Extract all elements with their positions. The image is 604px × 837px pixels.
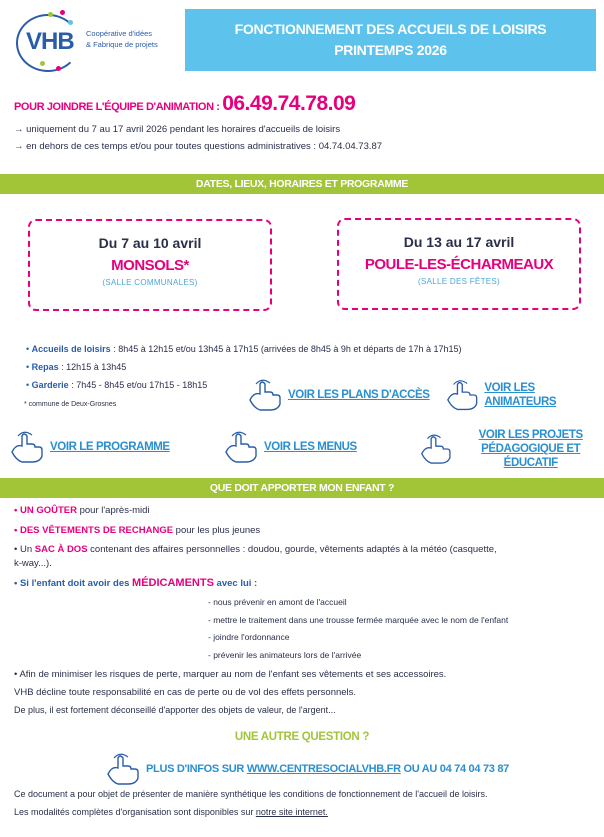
link-plans[interactable] [246, 378, 430, 412]
link-plans-label[interactable]: VOIR LES PLANS D'ACCÈS [288, 389, 430, 401]
date-box-poule [337, 218, 581, 310]
logo-tagline: Coopérative d'idées & Fabrique de projets [86, 29, 158, 49]
bring-item-medicaments: • Si l'enfant doit avoir des MÉDICAMENTS avec lui : [14, 577, 258, 589]
date-box-monsols [28, 219, 272, 311]
team-phone-label: POUR JOINDRE L'ÉQUIPE D'ANIMATION : [14, 101, 223, 113]
date-hall: (SALLE DES FÊTES) [417, 277, 500, 286]
bring-item-vetements: • DES VÊTEMENTS DE RECHANGE pour les plus jeunes [14, 525, 261, 536]
link-projets-label[interactable]: VOIR LES PROJETS PÉDAGOGIQUE ET ÉDUCATIF [478, 429, 583, 469]
document-subtitle: PRINTEMPS 2026 [334, 42, 447, 58]
team-phone-number: 06.49.74.78.09 [222, 92, 356, 115]
link-animateurs-label[interactable]: VOIR LES ANIMATEURS [484, 382, 557, 408]
footnote: * commune de Deux-Grosnes [24, 401, 117, 408]
contact-note-1: → uniquement du 7 au 17 avril 2026 pendant les horaires d'accueils de loisirs [14, 124, 341, 135]
team-phone-line [14, 92, 355, 116]
website-link[interactable]: WWW.CENTRESOCIALVHB.FR [246, 763, 401, 775]
pointing-hand-icon [8, 430, 50, 464]
pointing-hand-icon [222, 430, 264, 464]
date-range: Du 7 au 10 avril [98, 235, 202, 251]
section-band-bring: QUE DOIT APPORTER MON ENFANT ? [0, 478, 604, 498]
disclaimer-paragraph: VHB décline toute responsabilité en cas de perte ou de vol des effets personnels. [14, 687, 357, 698]
medication-instruction: - joindre l'ordonnance [208, 632, 290, 642]
advice-paragraph: • Afin de minimiser les risques de perte, marquer au nom de l'enfant ses vêtements et ses accessoires. [14, 669, 447, 680]
logo-text: VHB [26, 28, 74, 55]
footer-note-1: Ce document a pour objet de présenter de manière synthétique les conditions de fonctionnement de l'accueil de loisirs. [14, 789, 488, 799]
document-title-banner [185, 9, 596, 71]
footer-note-2: Les modalités complètes d'organisation sont disponibles sur notre site internet. [14, 807, 328, 817]
link-programme[interactable] [8, 430, 170, 464]
schedule-item: • Accueils de loisirs : 8h45 à 12h15 et/ou 13h45 à 17h15 (arrivées de 8h45 à 9h et départs de 17h à 17h15) [26, 344, 462, 354]
site-link[interactable]: notre site internet. [255, 807, 328, 817]
other-question-heading: UNE AUTRE QUESTION ? [234, 731, 370, 743]
pointing-hand-icon [444, 378, 484, 412]
date-range: Du 13 au 17 avril [403, 234, 515, 250]
medication-instruction: - nous prévenir en amont de l'accueil [208, 597, 347, 607]
medication-instruction: - prévenir les animateurs lors de l'arrivée [208, 650, 362, 660]
link-programme-label[interactable]: VOIR LE PROGRAMME [50, 441, 170, 453]
schedule-item: • Repas : 12h15 à 13h45 [26, 362, 127, 372]
vhb-logo [12, 6, 182, 78]
date-town: POULE-LES-ÉCHARMEAUX [364, 256, 554, 273]
more-info-line [104, 752, 509, 786]
date-town: MONSOLS* [111, 257, 189, 274]
section-band-dates: DATES, LIEUX, HORAIRES ET PROGRAMME [0, 174, 604, 194]
pointing-hand-icon [104, 752, 146, 786]
pointing-hand-icon [418, 432, 457, 466]
valuables-paragraph: De plus, il est fortement déconseillé d'apporter des objets de valeur, de l'argent... [14, 705, 336, 715]
link-projets[interactable] [418, 428, 604, 470]
more-info-phone: OU AU 04 74 04 73 87 [400, 763, 509, 775]
pointing-hand-icon [246, 378, 288, 412]
more-info-label: PLUS D'INFOS SUR [146, 763, 247, 775]
bring-item-gouter: • UN GOÛTER pour l'après-midi [14, 505, 150, 516]
link-menus[interactable] [222, 430, 357, 464]
bring-item-sac: • Un SAC À DOS contenant des affaires personnelles : doudou, gourde, vêtements adaptés à la météo (casquette, k-way...). [14, 544, 497, 569]
date-hall: (SALLE COMMUNALES) [102, 278, 198, 287]
schedule-item: • Garderie : 7h45 - 8h45 et/ou 17h15 - 18h15 [26, 380, 208, 390]
link-animateurs[interactable] [444, 378, 604, 412]
medication-instruction: - mettre le traitement dans une trousse fermée marquée avec le nom de l'enfant [208, 615, 509, 625]
contact-note-2: → en dehors de ces temps et/ou pour toutes questions administratives : 04.74.04.73.87 [14, 141, 383, 152]
link-menus-label[interactable]: VOIR LES MENUS [264, 441, 357, 453]
document-title: FONCTIONNEMENT DES ACCUEILS DE LOISIRS [234, 21, 547, 37]
